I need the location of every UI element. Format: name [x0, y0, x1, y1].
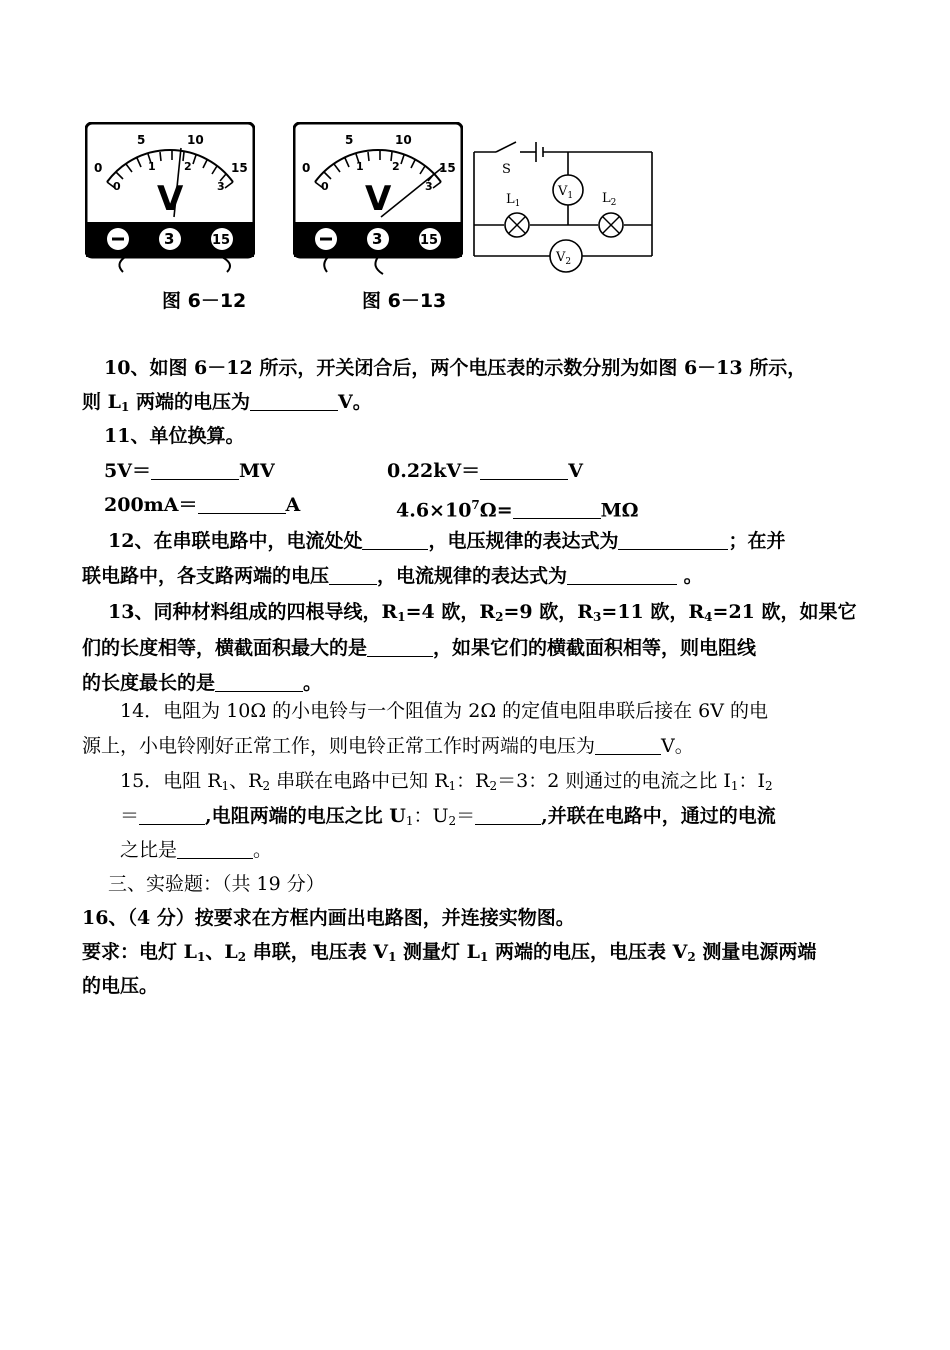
q16-b6: 测量电源两端	[695, 941, 817, 963]
l2-label: $L_2$	[602, 191, 617, 208]
meter-letter: V	[365, 179, 392, 219]
q15-s5: 1	[730, 779, 739, 793]
q14-b2: V。	[661, 735, 694, 757]
q15-b2: ,电阻两端的电压之比 U	[205, 805, 406, 827]
scale-label-lower-1: 1	[148, 160, 156, 173]
q12-b2: ，电流规律的表达式为	[377, 565, 568, 587]
voltmeter-figure-6-13	[293, 122, 463, 282]
q13-a2: =4 欧，R	[405, 601, 496, 623]
scale-label-lower-1: 1	[356, 160, 364, 173]
figure-caption-6-12: 图 6－12	[162, 290, 247, 312]
q11-title: 11、单位换算。	[104, 425, 245, 447]
meter-letter: V	[157, 179, 184, 219]
q16-b3: 串联，电压表 V	[246, 941, 389, 963]
q11-blank-1[interactable]	[151, 459, 239, 480]
q10-text: 则 L	[82, 391, 121, 413]
q15-c1: 之比是	[120, 839, 178, 861]
q12-b3: 。	[683, 565, 703, 587]
q12-a2: ，电压规律的表达式为	[428, 530, 619, 552]
q16-b4: 测量灯 L	[396, 941, 481, 963]
q10-unit: V。	[337, 391, 372, 413]
q16-b2: 、L	[205, 941, 238, 963]
q16-line-2	[82, 934, 816, 975]
q15-b3: ：U	[413, 805, 449, 827]
q10-blank[interactable]	[250, 390, 338, 411]
q11-r2-unit: A	[285, 494, 301, 516]
q15-line-3	[120, 832, 272, 868]
q13-a5: =21 欧，如果它	[712, 601, 857, 623]
q15-c2: 。	[253, 839, 273, 861]
section-3-title: 三、实验题：（共 19 分）	[108, 873, 325, 895]
scale-label-lower-0: 0	[113, 180, 121, 193]
scale-label-upper-0: 0	[302, 161, 311, 175]
q15-blank-1[interactable]	[139, 804, 205, 825]
q11-r1-unit: MV	[238, 460, 275, 482]
q13-a1: 13、同种材料组成的四根导线，R	[108, 601, 398, 623]
q15-s4: 2	[489, 779, 498, 793]
scale-label-lower-3: 3	[425, 180, 433, 193]
q13-line-2	[82, 630, 756, 666]
q16-b5: 两端的电压，电压表 V	[488, 941, 688, 963]
q11-row-1	[104, 453, 275, 489]
figure-caption-6-13: 图 6－13	[362, 290, 447, 312]
terminal-15: 15	[420, 233, 439, 248]
q12-blank-4[interactable]	[567, 564, 677, 585]
q11-blank-2[interactable]	[480, 459, 568, 480]
q13-blank-1[interactable]	[367, 636, 433, 657]
scale-label-lower-0: 0	[321, 180, 329, 193]
q11-blank-4[interactable]	[513, 498, 601, 519]
q15-a5: ＝3：2 则通过的电流之比 I	[497, 770, 731, 792]
q15-s1: 1	[221, 779, 230, 793]
q15-a6: ：I	[738, 770, 766, 792]
q11-r1-text: 5V＝	[104, 460, 151, 482]
q14-blank[interactable]	[595, 734, 661, 755]
scale-label-lower-2: 2	[392, 160, 400, 173]
scale-label-upper-10: 10	[395, 133, 412, 147]
q16-s2: 2	[237, 950, 247, 964]
q13-s3: 3	[593, 610, 602, 624]
q12-line-1	[108, 523, 785, 559]
q15-blank-3[interactable]	[177, 838, 253, 859]
q11-r2d-text: Ω=	[479, 499, 513, 522]
scale-label-lower-2: 2	[184, 160, 192, 173]
q12-blank-3[interactable]	[329, 564, 377, 585]
q15-b1: ＝	[120, 805, 140, 827]
scale-label-upper-5: 5	[137, 133, 146, 147]
q15-blank-2[interactable]	[475, 804, 541, 825]
scale-label-upper-15: 15	[439, 161, 456, 175]
q15-s3: 1	[448, 779, 457, 793]
q15-s6: 2	[765, 779, 773, 793]
q11-row-1b	[387, 453, 583, 489]
scale-label-lower-3: 3	[217, 180, 225, 193]
scale-label-upper-5: 5	[345, 133, 354, 147]
q12-b1: 联电路中，各支路两端的电压	[82, 565, 330, 587]
q13-a3: =9 欧，R	[503, 601, 594, 623]
q15-s8: 2	[448, 814, 457, 828]
q13-blank-2[interactable]	[215, 671, 303, 692]
q11-r2c-text: 4.6×10	[396, 499, 472, 522]
q10-sub: 1	[120, 400, 130, 414]
q14-b1: 源上，小电铃刚好正常工作，则电铃正常工作时两端的电压为	[82, 735, 596, 757]
q11-blank-3[interactable]	[198, 493, 286, 514]
q14-line-2	[82, 728, 694, 764]
q12-blank-2[interactable]	[618, 529, 728, 550]
q10-line-1: 10、如图 6－12 所示，开关闭合后，两个电压表的示数分别为如图 6－13 所示，	[104, 357, 807, 379]
q15-a3: 串联在电路中已知 R	[270, 770, 449, 792]
terminal-3: 3	[372, 230, 383, 248]
l1-label: $L_1$	[506, 192, 521, 209]
q16-line-3: 的电压。	[82, 975, 159, 997]
terminal-3: 3	[164, 230, 175, 248]
q16-s3: 1	[388, 950, 397, 964]
q16-s5: 2	[687, 950, 696, 964]
q15-a2: 、R	[229, 770, 263, 792]
scale-label-upper-15: 15	[231, 161, 248, 175]
v1-label: $V_1$	[558, 184, 574, 201]
q11-r2e-unit: MΩ	[600, 499, 639, 522]
switch-label: S	[502, 162, 511, 177]
q15-s2: 2	[262, 779, 271, 793]
q11-r1d-unit: V	[568, 460, 583, 482]
q11-row-2	[104, 487, 300, 523]
q15-s7: 1	[405, 814, 414, 828]
q12-line-2	[82, 558, 703, 594]
voltmeter-figure-6-12	[85, 122, 255, 282]
circuit-diagram	[470, 130, 660, 280]
q15-a1: 15．电阻 R	[120, 770, 222, 792]
q13-c2: 。	[303, 672, 323, 694]
q10-text-2: 两端的电压为	[129, 391, 250, 413]
scale-label-upper-10: 10	[187, 133, 204, 147]
q15-b4: ＝	[456, 805, 476, 827]
q13-a4: =11 欧，R	[601, 601, 705, 623]
q13-s1: 1	[397, 610, 406, 624]
q15-b5: ,并联在电路中，通过的电流	[541, 805, 776, 827]
q13-b1: 们的长度相等，横截面积最大的是	[82, 637, 368, 659]
q13-b2: ，如果它们的横截面积相等，则电阻线	[433, 637, 757, 659]
q14-line-1: 14．电阻为 10Ω 的小电铃与一个阻值为 2Ω 的定值电阻串联后接在 6V 的电	[120, 700, 768, 722]
q16-line-1: 16、（4 分）按要求在方框内画出电路图，并连接实物图。	[82, 907, 575, 929]
q13-s2: 2	[495, 610, 504, 624]
q16-b1: 要求：电灯 L	[82, 941, 197, 963]
q12-blank-1[interactable]	[362, 529, 428, 550]
q11-r2-text: 200mA＝	[104, 494, 198, 516]
q11-r1c-text: 0.22kV＝	[387, 460, 481, 482]
q16-s4: 1	[480, 950, 489, 964]
v2-label: $V_2$	[556, 250, 572, 267]
q15-a4: ：R	[456, 770, 490, 792]
q12-a1: 12、在串联电路中，电流处处	[108, 530, 363, 552]
terminal-15: 15	[212, 233, 231, 248]
q12-a3: ；在并	[728, 530, 786, 552]
q13-s4: 4	[704, 610, 713, 624]
q16-s1: 1	[196, 950, 206, 964]
q13-c1: 的长度最长的是	[82, 672, 216, 694]
q13-line-1	[108, 594, 857, 635]
scale-label-upper-0: 0	[94, 161, 103, 175]
q11-r2-exp: 7	[471, 498, 480, 512]
